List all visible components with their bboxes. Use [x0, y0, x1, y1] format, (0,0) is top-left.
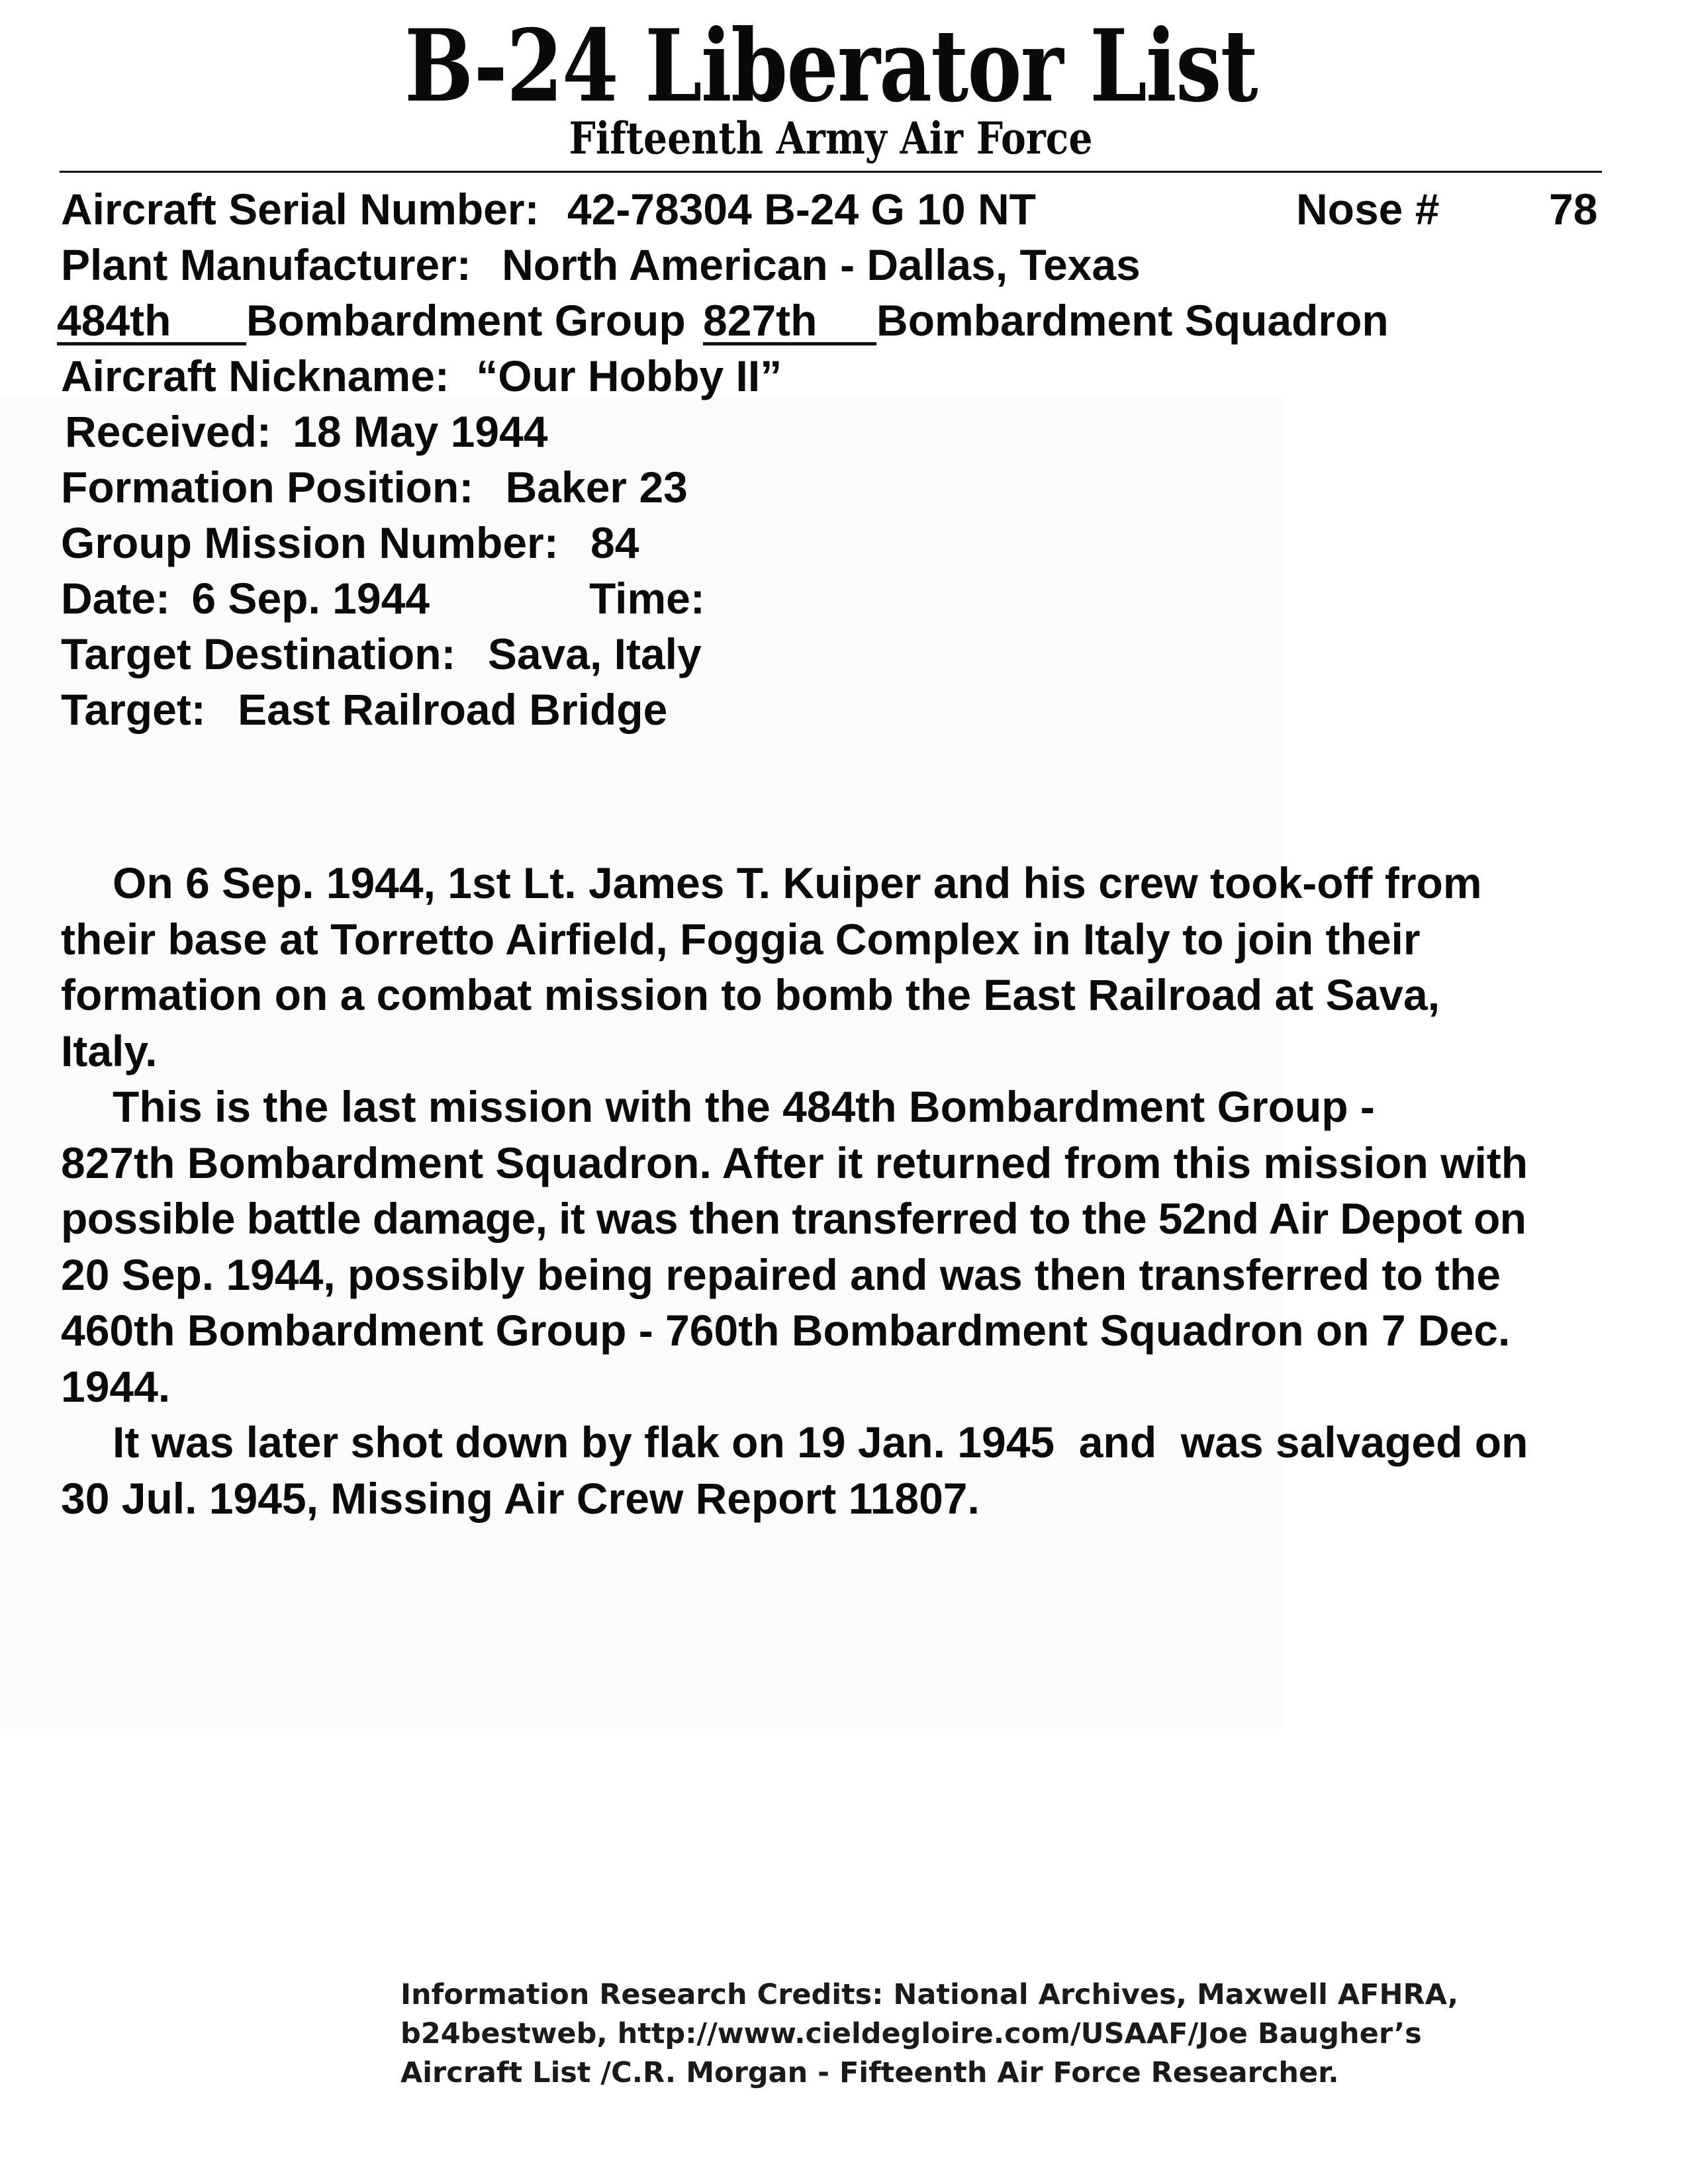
date-label: Date: — [61, 574, 171, 623]
time-label: Time: — [589, 574, 705, 623]
group-line — [57, 294, 1389, 347]
mission-line — [61, 516, 639, 569]
narrative-line: formation on a combat mission to bomb the East Railroad at Sava, — [61, 970, 1440, 1019]
narrative-line: 460th Bombardment Group - 760th Bombardment Squadron on 7 Dec. — [61, 1306, 1511, 1355]
group-label: Bombardment Group — [246, 296, 686, 345]
formation-value: Baker 23 — [505, 463, 688, 512]
target-value: East Railroad Bridge — [238, 685, 668, 734]
date-value: 6 Sep. 1944 — [191, 574, 430, 623]
plant-value: North American - Dallas, Texas — [502, 240, 1141, 289]
destination-line — [61, 627, 702, 680]
mission-value: 84 — [590, 518, 639, 567]
narrative-paragraph-1 — [61, 855, 1669, 1526]
nose-label: Nose # — [1296, 185, 1440, 234]
destination-value: Sava, Italy — [487, 629, 702, 678]
page-title: B-24 Liberator List — [404, 8, 1257, 124]
serial-line — [61, 183, 1036, 236]
received-label: Received: — [65, 407, 271, 456]
serial-value: 42-78304 B-24 G 10 NT — [567, 185, 1036, 234]
serial-label: Aircraft Serial Number: — [61, 185, 539, 234]
plant-line — [61, 238, 1141, 291]
title-divider — [60, 171, 1602, 173]
formation-line — [61, 461, 688, 514]
credits-line: Aircraft List /C.R. Morgan - Fifteenth Air Force Researcher. — [400, 2056, 1339, 2089]
narrative-line: On 6 Sep. 1944, 1st Lt. James T. Kuiper and his crew took-off from — [113, 858, 1482, 907]
narrative-line: their base at Torretto Airfield, Foggia Complex in Italy to join their — [61, 914, 1421, 964]
target-label: Target: — [61, 685, 206, 734]
narrative-line: 827th Bombardment Squadron. After it returned from this mission with — [61, 1138, 1528, 1187]
destination-label: Target Destination: — [61, 629, 456, 678]
date-line — [61, 572, 430, 625]
narrative-line: This is the last mission with the 484th Bombardment Group - — [113, 1082, 1375, 1131]
formation-label: Formation Position: — [61, 463, 474, 512]
research-credits — [400, 1976, 1459, 2093]
mission-label: Group Mission Number: — [61, 518, 559, 567]
group-value: 484th — [57, 298, 246, 345]
credits-line: b24bestweb, http://www.cieldegloire.com/USAAF/Joe Baugher’s — [400, 2017, 1422, 2050]
squadron-value: 827th — [703, 298, 876, 345]
credits-line: Information Research Credits: National Archives, Maxwell AFHRA, — [400, 1978, 1459, 2011]
page-subtitle: Fifteenth Army Air Force — [569, 113, 1093, 164]
narrative-line: 20 Sep. 1944, possibly being repaired and was then transferred to the — [61, 1250, 1501, 1299]
nickname-value: “Our Hobby II” — [476, 351, 782, 400]
narrative-line: 1944. — [61, 1361, 171, 1411]
narrative-line: Italy. — [61, 1026, 158, 1075]
received-value: 18 May 1944 — [293, 407, 548, 456]
plant-label: Plant Manufacturer: — [61, 240, 471, 289]
narrative-line: possible battle damage, it was then transferred to the 52nd Air Depot on — [61, 1194, 1526, 1243]
received-line — [65, 405, 547, 458]
nickname-label: Aircraft Nickname: — [61, 351, 449, 400]
nose-value: 78 — [1549, 185, 1598, 234]
narrative-line: 30 Jul. 1945, Missing Air Crew Report 11807. — [61, 1473, 980, 1523]
squadron-label: Bombardment Squadron — [876, 296, 1389, 345]
nickname-line — [61, 349, 782, 402]
target-line — [61, 683, 667, 736]
narrative-line: It was later shot down by flak on 19 Jan. 1945 and was salvaged on — [113, 1418, 1528, 1467]
